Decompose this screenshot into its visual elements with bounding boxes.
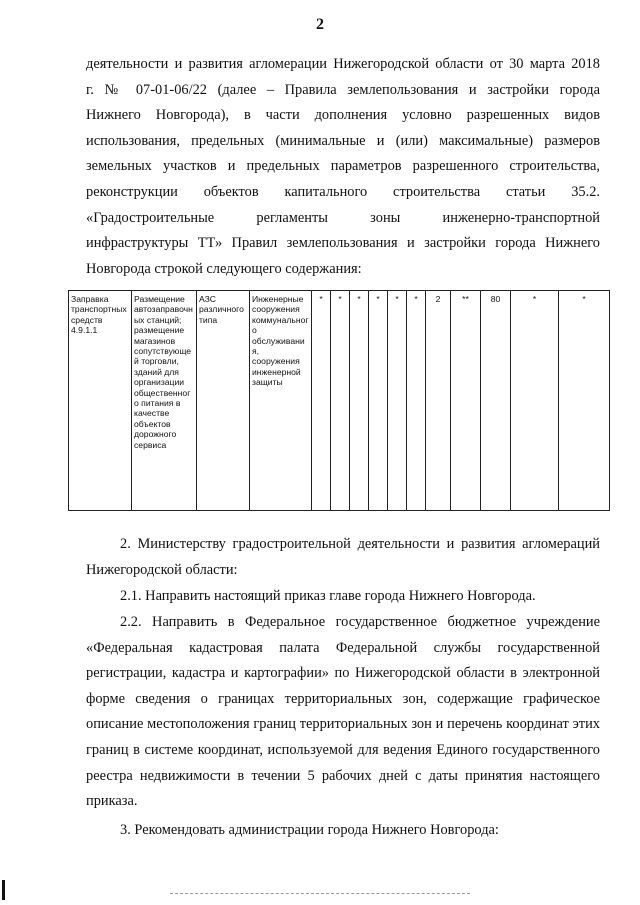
- item-2-2-line: «Федеральная кадастровая палата Федеральной службы государственной: [86, 639, 600, 656]
- table-cell-aux-use: Инженерные сооружения коммунального обслуживания, сооружения инженерной защиты: [250, 291, 312, 511]
- table-cell-coverage: 80: [481, 291, 511, 511]
- item-2-2-line: электронной форме сведения о границах территориальных зон, содержащие: [86, 665, 600, 707]
- table-cell-description: Размещение автозаправочных станций; размещение магазинов сопутствующей торговли, зданий для организации общественного питания в качестве объектов дорожного сервиса: [132, 291, 197, 511]
- intro-line: инфраструктуры ТТ» Правил землепользования и застройки города Нижнего: [86, 235, 600, 252]
- table-cell: *: [350, 291, 369, 511]
- item-2-line: 2. Министерству градостроительной деятельности и развития агломераций: [120, 536, 600, 552]
- table-cell: *: [388, 291, 407, 511]
- intro-line: земельных участков и предельных параметров разрешенного строительства,: [86, 158, 600, 175]
- intro-line: Новгорода строкой следующего содержания:: [86, 260, 362, 277]
- table-row: [69, 291, 610, 511]
- intro-line: г. № 07-01-06/22 (далее – Правила землепользования и застройки города: [86, 81, 600, 98]
- item-2-paragraph: [86, 532, 600, 583]
- item-2-1-text: 2.1. Направить настоящий приказ главе города Нижнего Новгорода.: [120, 588, 536, 604]
- item-3-text: 3. Рекомендовать администрации города Нижнего Новгорода:: [120, 822, 499, 838]
- item-3-paragraph: [86, 818, 600, 844]
- table-cell-use-type: Заправка транспортных средств 4.9.1.1: [69, 291, 132, 511]
- item-2-2-line: регистрации, кадастра и картографии» по Нижегородской области в: [86, 665, 517, 682]
- table-cell: *: [369, 291, 388, 511]
- intro-line: деятельности и развития агломерации Нижегородской области от 30 марта 2018: [86, 56, 600, 72]
- table-cell: **: [451, 291, 481, 511]
- item-2-2-line: 2.2. Направить в Федеральное государственное бюджетное учреждение: [120, 614, 600, 630]
- table-cell: *: [511, 291, 559, 511]
- item-2-2-line: графическое описание местоположения границ территориальных зон и: [86, 690, 600, 733]
- item-2-2-line: перечень координат этих границ в системе координат, используемой для: [86, 716, 600, 758]
- table-cell: *: [331, 291, 350, 511]
- table-cell: *: [407, 291, 426, 511]
- intro-line: «Градостроительные регламенты зоны инженерно-транспортной: [86, 209, 600, 226]
- table-cell: *: [312, 291, 331, 511]
- table-cell: *: [559, 291, 610, 511]
- item-2-1-paragraph: [86, 584, 600, 610]
- regulation-table: [68, 290, 610, 511]
- intro-line: использования, предельных (минимальные и (или) максимальные) размеров: [86, 132, 600, 149]
- intro-line: реконструкции объектов капитального строительства статьи 35.2.: [86, 183, 600, 200]
- item-2-2-paragraph: [86, 610, 600, 815]
- scan-mark: [2, 880, 5, 900]
- footer-divider: [170, 893, 470, 894]
- table-cell-floors: 2: [426, 291, 451, 511]
- item-2-line: Нижегородской области:: [86, 561, 238, 578]
- item-2-2-line: ведения Единого государственного реестра недвижимости в течении 5 рабочих: [86, 741, 600, 784]
- intro-paragraph: [86, 52, 600, 282]
- page-number: 2: [316, 16, 324, 33]
- intro-line: Нижнего Новгорода), в части дополнения условно разрешенных видов: [86, 107, 600, 124]
- item-2-2-line: дней с даты принятия настоящего приказа.: [86, 767, 600, 810]
- table-cell-object-type: АЗС различного типа: [197, 291, 250, 511]
